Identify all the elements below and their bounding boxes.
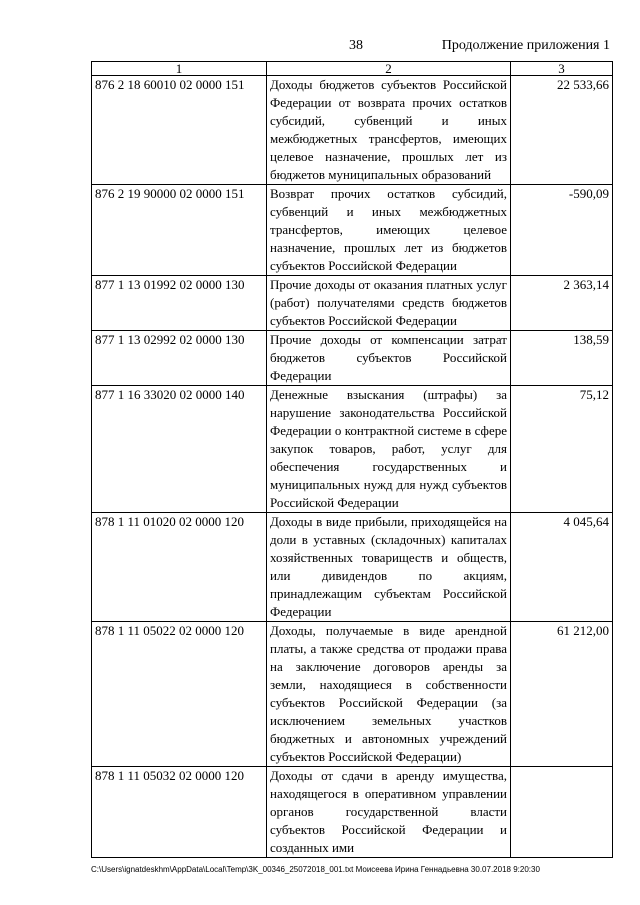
income-name-cell: Доходы в виде прибыли, приходящейся на доли в уставных (складочных) капиталах хозяйственных товариществ и обществ, или дивидендов по акциям, принадлежащим субъектам Российской Федерации (267, 513, 511, 622)
budget-code-cell: 877 1 16 33020 02 0000 140 (92, 386, 267, 513)
budget-code-cell: 877 1 13 01992 02 0000 130 (92, 276, 267, 331)
amount-cell: -590,09 (511, 185, 613, 276)
table-row (92, 622, 613, 767)
page-number: 38 (349, 38, 363, 53)
income-name-cell: Доходы от сдачи в аренду имущества, находящегося в оперативном управлении органов государственной власти субъектов Российской Федерации и созданных ими (267, 767, 511, 858)
budget-code-cell: 876 2 18 60010 02 0000 151 (92, 76, 267, 185)
column-header-name: 2 (267, 62, 511, 76)
amount-cell: 4 045,64 (511, 513, 613, 622)
table-row (92, 276, 613, 331)
income-name-cell: Доходы, получаемые в виде арендной платы, а также средства от продажи права на заключение договоров аренды за земли, находящиеся в собственности субъектов Российской Федерации (за исключением земельных участков бюджетных и автономных учреждений субъектов Российской Федерации) (267, 622, 511, 767)
column-header-amount: 3 (511, 62, 613, 76)
table-row (92, 767, 613, 858)
amount-cell: 75,12 (511, 386, 613, 513)
table-header-row (92, 62, 613, 76)
table-row (92, 76, 613, 185)
budget-code-cell: 876 2 19 90000 02 0000 151 (92, 185, 267, 276)
budget-code-cell: 877 1 13 02992 02 0000 130 (92, 331, 267, 386)
amount-cell: 61 212,00 (511, 622, 613, 767)
income-name-cell: Возврат прочих остатков субсидий, субвенций и иных межбюджетных трансфертов, имеющих целевое назначение, прошлых лет из бюджетов субъектов Российской Федерации (267, 185, 511, 276)
table-row (92, 331, 613, 386)
revenue-table (91, 61, 613, 858)
amount-cell (511, 767, 613, 858)
budget-code-cell: 878 1 11 01020 02 0000 120 (92, 513, 267, 622)
table-row (92, 185, 613, 276)
budget-code-cell: 878 1 11 05022 02 0000 120 (92, 622, 267, 767)
budget-code-cell: 878 1 11 05032 02 0000 120 (92, 767, 267, 858)
income-name-cell: Прочие доходы от оказания платных услуг (работ) получателями средств бюджетов субъектов Российской Федерации (267, 276, 511, 331)
income-name-cell: Денежные взыскания (штрафы) за нарушение законодательства Российской Федерации о контрактной системе в сфере закупок товаров, работ, услуг для обеспечения государственных и муниципальных нужд для нужд субъектов Российской Федерации (267, 386, 511, 513)
amount-cell: 2 363,14 (511, 276, 613, 331)
income-name-cell: Доходы бюджетов субъектов Российской Федерации от возврата прочих остатков субсидий, субвенций и иных межбюджетных трансфертов, имеющих целевое назначение, прошлых лет из бюджетов муниципальных образований (267, 76, 511, 185)
income-name-cell: Прочие доходы от компенсации затрат бюджетов субъектов Российской Федерации (267, 331, 511, 386)
table-row (92, 513, 613, 622)
continuation-caption: Продолжение приложения 1 (441, 38, 610, 53)
amount-cell: 138,59 (511, 331, 613, 386)
column-header-code: 1 (92, 62, 267, 76)
amount-cell: 22 533,66 (511, 76, 613, 185)
file-path-footer: C:\Users\ignatdeskhm\AppData\Local\Temp\3K_00346_25072018_001.txt Моисеева Ирина Геннадьевна 30.07.2018 9:20:30 (91, 865, 540, 874)
table-row (92, 386, 613, 513)
